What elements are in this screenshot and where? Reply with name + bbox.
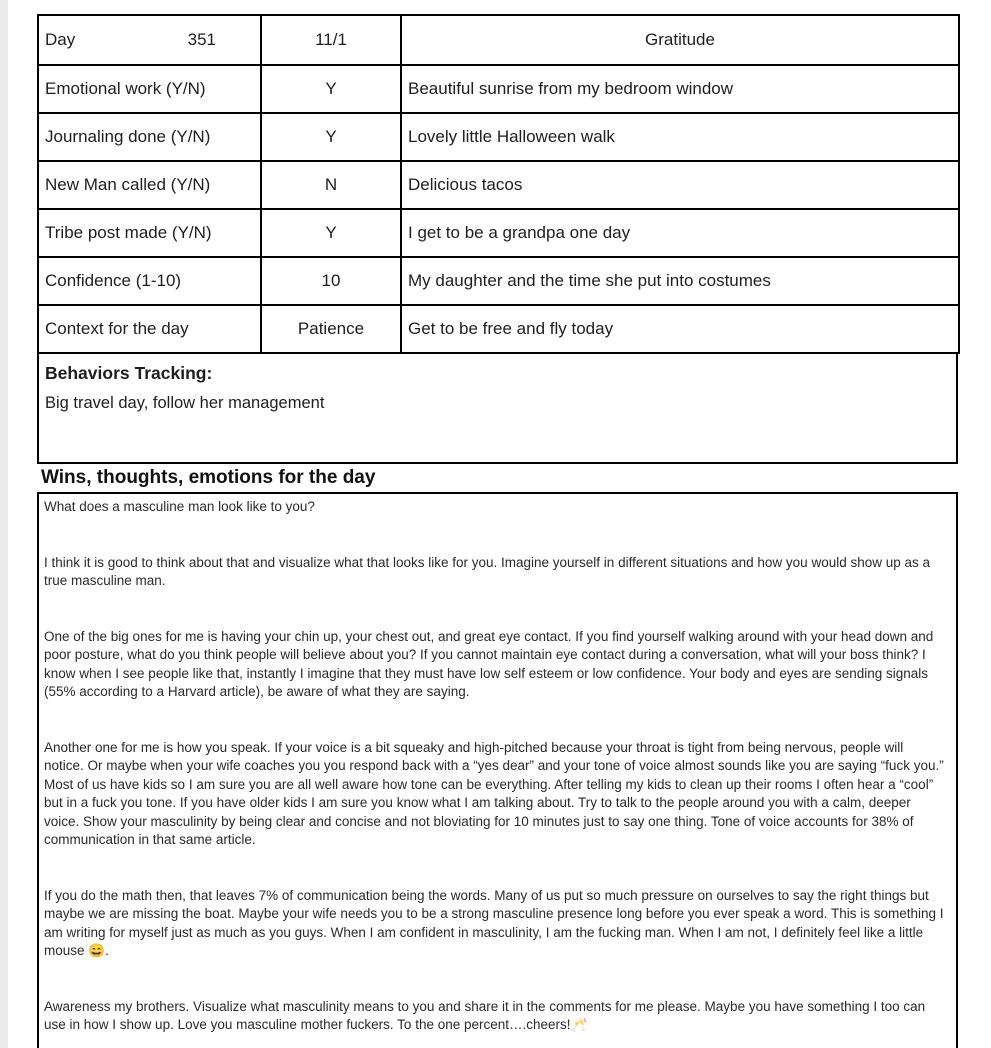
tracker-row-journaling [38, 113, 959, 161]
tracker-row-value[interactable]: Y [261, 113, 401, 161]
wins-section-heading: Wins, thoughts, emotions for the day [41, 467, 376, 488]
tracker-row-emotional-work [38, 65, 959, 113]
gratitude-header: Gratitude [401, 15, 959, 65]
tracker-row-confidence [38, 257, 959, 305]
journal-paragraph: One of the big ones for me is having your chin up, your chest out, and great eye contact. If you find yourself walking around with your head down and poor posture, what do you think people will believe about you? If you cannot maintain eye contact during a conversation, what will your boss think? I know when I see people like that, instantly I imagine that they must have low self esteem or low confidence. Your body and eyes are sending signals (55% according to a Harvard article), be aware of what they are saying. [44, 628, 934, 699]
tracker-row-label: Tribe post made (Y/N) [38, 209, 261, 257]
day-number: 351 [187, 30, 216, 49]
behaviors-tracking-note[interactable]: Big travel day, follow her management [45, 394, 325, 412]
day-header-cell[interactable] [38, 15, 261, 65]
gratitude-cell[interactable]: My daughter and the time she put into costumes [401, 257, 959, 305]
tracker-row-value[interactable]: 10 [261, 257, 401, 305]
tracker-row-value[interactable]: Patience [261, 305, 401, 353]
journal-paragraph: If you do the math then, that leaves 7% of communication being the words. Many of us put so much pressure on ourselves to say the right things but maybe we are missing the boat. Maybe your wife needs you to be a strong masculine presence long before you ever speak a word. This is something I am writing for myself just as much as you guys. When I am confident in masculinity, I am the fucking man. When I am not, I definitely feel like a little mouse 😄. [44, 887, 944, 958]
tracker-row-label: New Man called (Y/N) [38, 161, 261, 209]
gratitude-cell[interactable]: Delicious tacos [401, 161, 959, 209]
journal-text-area[interactable] [37, 492, 958, 1048]
journal-paragraph: I think it is good to think about that and visualize what that looks like for you. Imagine yourself in different situations and how you would show up as a true masculine man. [44, 554, 931, 588]
date-cell[interactable]: 11/1 [261, 15, 401, 65]
tracker-row-label: Journaling done (Y/N) [38, 113, 261, 161]
page-content [37, 14, 958, 1048]
tracker-row-label: Confidence (1-10) [38, 257, 261, 305]
tracker-row-new-man-called [38, 161, 959, 209]
behaviors-tracking-box[interactable] [37, 354, 958, 464]
tracker-row-value[interactable]: Y [261, 209, 401, 257]
tracker-row-context [38, 305, 959, 353]
daily-tracker-table [37, 14, 960, 354]
gratitude-cell[interactable]: Lovely little Halloween walk [401, 113, 959, 161]
day-header-content [45, 30, 254, 50]
gratitude-cell[interactable]: I get to be a grandpa one day [401, 209, 959, 257]
journal-paragraph: What does a masculine man look like to you? [44, 499, 315, 514]
day-label: Day [45, 30, 76, 49]
tracker-row-tribe-post [38, 209, 959, 257]
gratitude-cell[interactable]: Beautiful sunrise from my bedroom window [401, 65, 959, 113]
page-margin-strip [0, 0, 8, 1048]
tracker-row-value[interactable]: Y [261, 65, 401, 113]
tracker-row-label: Context for the day [38, 305, 261, 353]
tracker-row-label: Emotional work (Y/N) [38, 65, 261, 113]
tracker-row-value[interactable]: N [261, 161, 401, 209]
journal-paragraph: Awareness my brothers. Visualize what masculinity means to you and share it in the comments for me please. Maybe you have something I too can use in how I show up. Love you masculine mother fuckers. To the one percent….cheers!🥂 [44, 998, 926, 1032]
behaviors-tracking-title: Behaviors Tracking: [45, 363, 213, 383]
journal-paragraph: Another one for me is how you speak. If your voice is a bit squeaky and high-pitched because your throat is tight from being nervous, people will notice. Or maybe when your wife coaches you you respond back with a “yes dear” and your tone of voice almost sounds like you are saying “fuck you.” Most of us have kids so I am sure you are all well aware how tone can be everything. After telling my kids to clean up their rooms I often hear a “cool” but in a fuck you tone. If you have older kids I am sure you know what I am talking about. Try to talk to the people around you with a calm, deeper voice. Show your masculinity by being clear and concise and not bloviating for 10 minutes just to say one thing. Tone of voice accounts for 38% of communication in that same article. [44, 739, 944, 847]
gratitude-cell[interactable]: Get to be free and fly today [401, 305, 959, 353]
tracker-header-row [38, 15, 959, 65]
